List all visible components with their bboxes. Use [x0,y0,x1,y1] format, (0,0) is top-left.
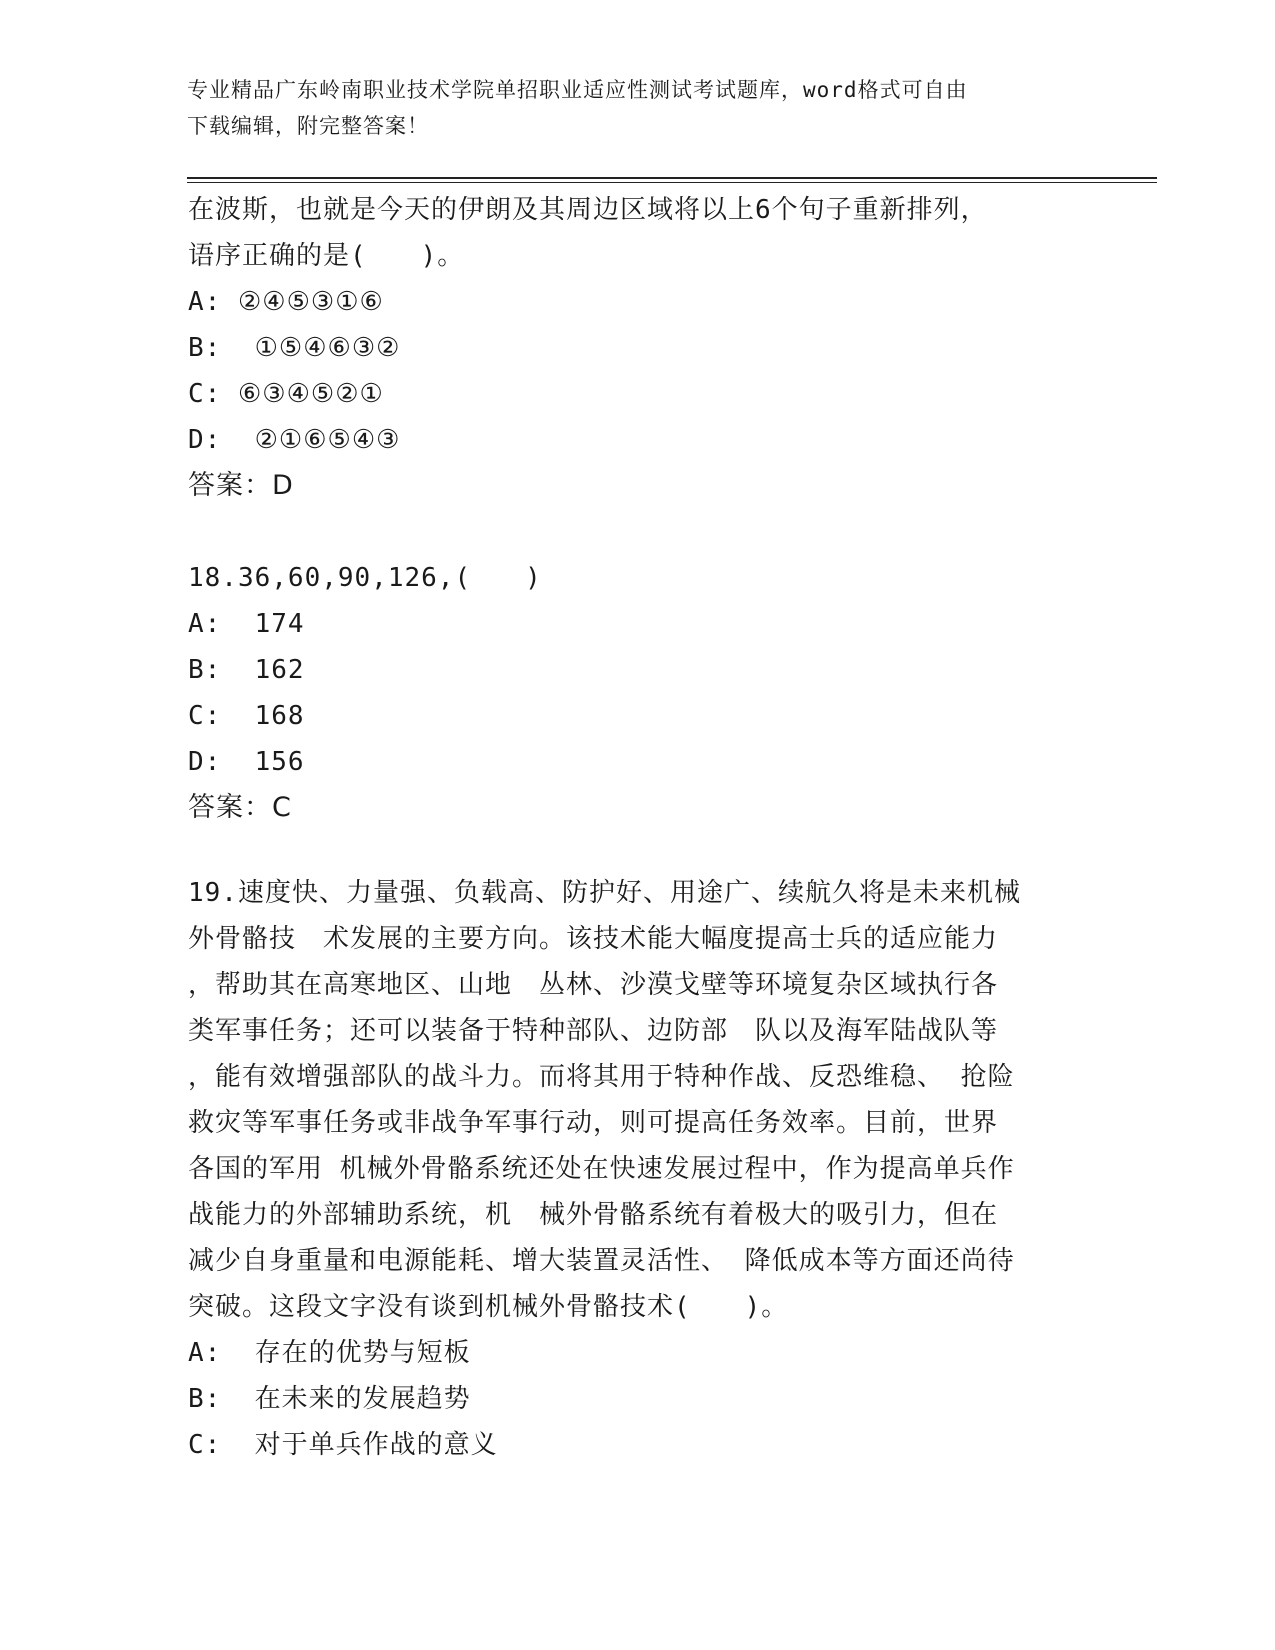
option-text: 156 [221,747,305,777]
document-header [187,72,1087,144]
question-stem: 18.36,60,90,126,( ) [188,563,542,593]
option-key: A: [188,287,222,317]
option-key: A: [188,609,222,639]
option-key: D: [188,747,222,777]
option-key: A: [188,1338,222,1368]
option-c [188,371,1088,417]
option-c [188,693,1088,739]
option-key: C: [188,1430,222,1460]
option-text: 162 [221,655,305,685]
question-stem-line: 语序正确的是( )。 [188,241,465,271]
option-a [188,601,1088,647]
question-stem-line: 突破。这段文字没有谈到机械外骨骼技术( )。 [188,1292,789,1322]
option-text: ②④⑤③①⑥ [221,287,384,317]
option-key: B: [188,655,222,685]
option-key: C: [188,379,222,409]
question-stem-line: ，能有效增强部队的战斗力。而将其用于特种作战、反恐维稳、 抢险 [188,1062,1015,1092]
option-key: C: [188,701,222,731]
header-line-1: 专业精品广东岭南职业技术学院单招职业适应性测试考试题库，word格式可自由 [187,78,968,102]
option-text: ②①⑥⑤④③ [221,425,401,455]
question-stem-line: 各国的军用 机械外骨骼系统还处在快速发展过程中，作为提高单兵作 [188,1154,1015,1184]
question-stem-line: ，帮助其在高寒地区、山地 丛林、沙漠戈壁等环境复杂区域执行各 [188,970,999,1000]
option-text: 在未来的发展趋势 [221,1384,471,1414]
option-d [188,739,1088,785]
question-stem-line: 减少自身重量和电源能耗、增大装置灵活性、 降低成本等方面还尚待 [188,1246,1015,1276]
option-text: ⑥③④⑤②① [221,379,384,409]
option-key: B: [188,333,222,363]
question-stem-line: 战能力的外部辅助系统，机 械外骨骼系统有着极大的吸引力，但在 [188,1200,999,1230]
question-stem-line: 在波斯，也就是今天的伊朗及其周边区域将以上6个句子重新排列， [188,195,988,225]
option-b [188,647,1088,693]
question-stem-line: 救灾等军事任务或非战争军事行动，则可提高任务效率。目前，世界 [188,1108,999,1138]
option-key: D: [188,425,222,455]
option-c [188,1422,1088,1468]
option-b [188,325,1088,371]
answer-label: 答案：C [188,792,292,823]
option-d [188,417,1088,463]
header-divider-thin [187,182,1157,183]
question-19 [188,870,1088,1468]
option-a [188,279,1088,325]
option-b [188,1376,1088,1422]
option-a [188,1330,1088,1376]
question-18 [188,555,1088,831]
header-divider-thick [187,177,1157,179]
question-stem-line: 19.速度快、力量强、负载高、防护好、用途广、续航久将是未来机械 [188,878,1021,908]
question-stem-line: 类军事任务；还可以装备于特种部队、边防部 队以及海军陆战队等 [188,1016,999,1046]
option-text: 174 [221,609,305,639]
option-text: 168 [221,701,305,731]
option-text: 存在的优势与短板 [221,1338,471,1368]
header-line-2: 下载编辑，附完整答案！ [187,114,429,138]
option-text: 对于单兵作战的意义 [221,1430,498,1460]
answer-label: 答案：D [188,470,294,501]
question-17 [188,187,1088,509]
option-text: ①⑤④⑥③② [221,333,401,363]
question-stem-line: 外骨骼技 术发展的主要方向。该技术能大幅度提高士兵的适应能力 [188,924,999,954]
option-key: B: [188,1384,222,1414]
